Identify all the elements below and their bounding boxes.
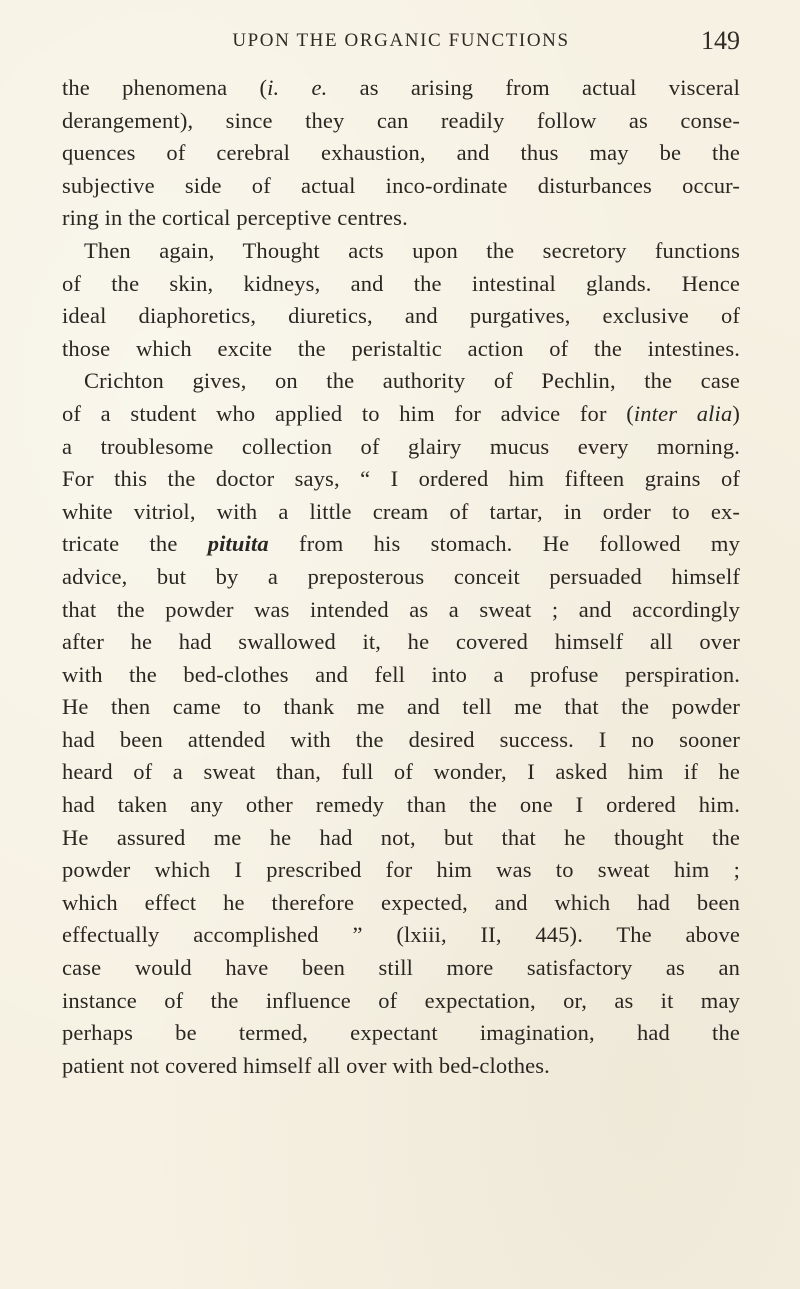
text-line: the phenomena (i. e. as arising from actual visceral xyxy=(62,75,740,100)
text-line: Then again, Thought acts upon the secretory functions xyxy=(84,237,740,263)
page-number: 149 xyxy=(701,26,740,55)
text-line: after he had swallowed it, he covered himself all over xyxy=(62,629,740,655)
text-line: ideal diaphoretics, diuretics, and purgatives, exclusive of xyxy=(62,303,740,329)
text-line: effectually accomplished ” (lxiii, II, 445). The above xyxy=(62,922,740,948)
text-line: white vitriol, with a little cream of tartar, in order to ex- xyxy=(62,498,740,524)
text-line: tricate the pituita from his stomach. He followed my xyxy=(62,531,740,557)
text-line: a troublesome collection of glairy mucus every morning. xyxy=(62,433,740,459)
text-line: For this the doctor says, “ I ordered him fifteen grains of xyxy=(62,466,740,492)
text-line: with the bed-clothes and fell into a profuse perspiration. xyxy=(62,661,740,687)
text-line: ring in the cortical perceptive centres. xyxy=(62,205,408,231)
text-line: had taken any other remedy than the one I ordered him. xyxy=(62,792,740,818)
text-line: instance of the influence of expectation, or, as it may xyxy=(62,987,740,1013)
text-line: advice, but by a preposterous conceit persuaded himself xyxy=(62,563,740,589)
body-text xyxy=(62,72,740,1082)
text-line: powder which I prescribed for him was to sweat him ; xyxy=(62,857,740,883)
text-line: had been attended with the desired success. I no sooner xyxy=(62,726,740,752)
text-line: He assured me he had not, but that he thought the xyxy=(62,824,740,850)
text-line: derangement), since they can readily follow as conse- xyxy=(62,107,740,133)
text-line: He then came to thank me and tell me that the powder xyxy=(62,694,740,720)
text-line: of a student who applied to him for advice for (inter alia) xyxy=(62,400,741,426)
text-line: patient not covered himself all over with bed-clothes. xyxy=(62,1052,550,1078)
text-line: heard of a sweat than, full of wonder, I asked him if he xyxy=(62,759,740,785)
text-line: Crichton gives, on the authority of Pechlin, the case xyxy=(84,368,740,394)
text-line: of the skin, kidneys, and the intestinal glands. Hence xyxy=(62,270,740,296)
running-head xyxy=(62,24,740,64)
text-line: quences of cerebral exhaustion, and thus may be the xyxy=(62,140,740,166)
text-line: that the powder was intended as a sweat ; and accordingly xyxy=(62,596,740,622)
text-line: case would have been still more satisfactory as an xyxy=(62,955,740,981)
running-title: UPON THE ORGANIC FUNCTIONS xyxy=(232,30,570,51)
text-line: subjective side of actual inco-ordinate disturbances occur- xyxy=(62,172,740,198)
text-line: which effect he therefore expected, and which had been xyxy=(62,889,740,915)
text-line: perhaps be termed, expectant imagination, had the xyxy=(62,1020,740,1046)
text-line: those which excite the peristaltic action of the intestines. xyxy=(62,335,740,361)
